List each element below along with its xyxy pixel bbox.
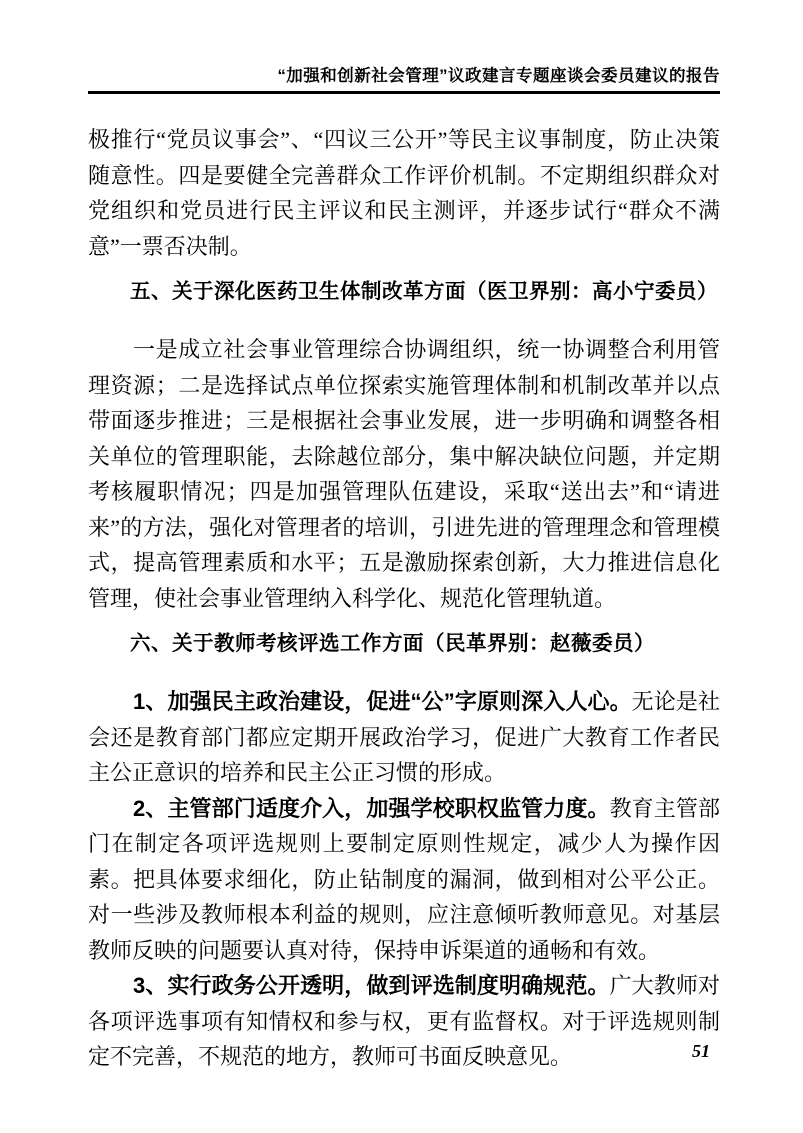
- numbered-item-3-lead: 3、实行政务公开透明，做到评选制度明确规范。: [133, 973, 610, 998]
- numbered-item-3-text: 广大教师对各项评选事项有知情权和参与权，更有监督权。对于评选规则制定不完善，不规范的地方，教师可书面反映意见。: [88, 973, 720, 1069]
- numbered-item-2-text: 教育主管部门在制定各项评选规则上要制定原则性规定，减少人为操作因素。把具体要求细化，防止钻制度的漏洞，做到相对公平公正。对一些涉及教师根本利益的规则，应注意倾听教师意见。对基层教师反映的问题要认真对待，保持申诉渠道的通畅和有效。: [88, 795, 720, 963]
- continuation-paragraph: 极推行“党员议事会”、“四议三公开”等民主议事制度，防止决策随意性。四是要健全完善群众工作评价机制。不定期组织群众对党组织和党员进行民主评议和民主测评，并逐步试行“群众不满意”一票否决制。: [88, 127, 720, 259]
- numbered-item-2-lead: 2、主管部门适度介入，加强学校职权监管力度。: [133, 795, 610, 821]
- section-5-heading: 五、关于深化医药卫生体制改革方面（医卫界别：高小宁委员）: [130, 280, 718, 303]
- page-number: 51: [692, 1041, 710, 1061]
- numbered-item-2: [88, 791, 720, 969]
- document-body: [88, 122, 720, 1075]
- running-header-title: “加强和创新社会管理”议政建言专题座谈会委员建议的报告: [88, 66, 720, 94]
- section-6-heading: 六、关于教师考核评选工作方面（民革界别：赵薇委员）: [130, 632, 655, 655]
- page-content: [88, 66, 720, 1075]
- section-5-paragraph: 一是成立社会事业管理综合协调组织，统一协调整合利用管理资源；二是选择试点单位探索实施管理体制和机制改革并以点带面逐步推进；三是根据社会事业发展，进一步明确和调整各相关单位的管理职能，去除越位部分，集中解决缺位问题，并定期考核履职情况；四是加强管理队伍建设，采取“送出去”和“请进来”的方法，强化对管理者的培训，引进先进的管理理念和管理模式，提高管理素质和水平；五是激励探索创新，大力推进信息化管理，使社会事业管理纳入科学化、规范化管理轨道。: [88, 337, 720, 611]
- numbered-item-1-text: 无论是社会还是教育部门都应定期开展政治学习，促进广大教育工作者民主公正意识的培养和民主公正习惯的形成。: [88, 689, 720, 785]
- numbered-item-1-lead: 1、加强民主政治建设，促进“公”字原则深入人心。: [133, 689, 632, 714]
- numbered-item-1: [88, 684, 720, 791]
- numbered-item-3: [88, 968, 720, 1075]
